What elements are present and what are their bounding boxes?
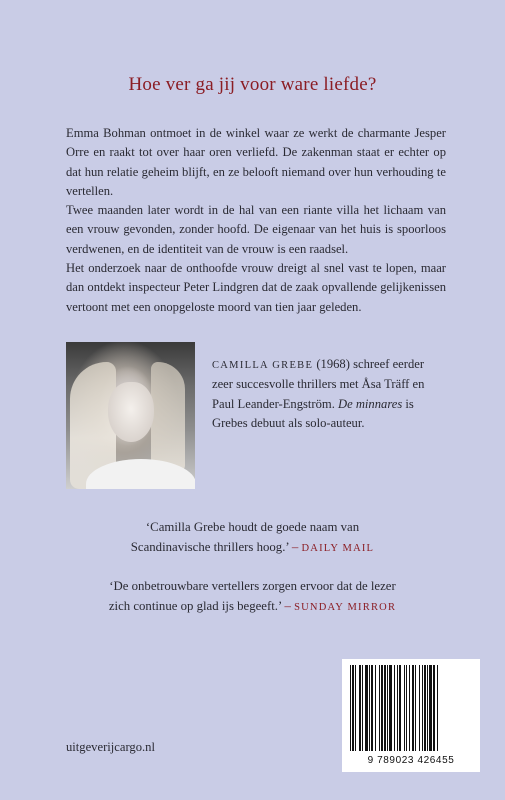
author-name: CAMILLA GREBE: [212, 360, 314, 371]
blurb-paragraph: Emma Bohman ontmoet in de winkel waar ze werkt de charmante Jesper Orre en raakt tot over haar oren verliefd. De zakenman staat er echter op dat hun relatie geheim blijft, en ze belooft niemand over hun verhouding te vertellen.: [66, 126, 446, 198]
review-quote: [0, 518, 505, 558]
quote-line: ‘De onbetrouwbare vertellers zorgen ervoor dat de lezer: [109, 579, 396, 593]
isbn-number: 9 789023 426455: [367, 755, 455, 766]
quote-line: ‘Camilla Grebe houdt de goede naam van: [145, 520, 360, 534]
book-title: De minnares: [338, 396, 403, 411]
barcode-bars: [350, 665, 472, 751]
headline: Hoe ver ga jij voor ware liefde?: [128, 74, 377, 95]
quote-line: zich continue op glad ijs begeeft.’ – SUNDAY MIRROR: [108, 598, 397, 613]
author-bio: [212, 355, 444, 433]
quote-source: SUNDAY MIRROR: [294, 601, 397, 613]
bio-text: (1968) schreef eerder zeer succesvolle thrillers met Åsa Träff en Paul Leander-Engström.: [212, 357, 425, 411]
isbn-barcode: [342, 659, 480, 772]
blurb-paragraph: Het onderzoek naar de onthoofde vrouw dreigt al snel vast te lopen, maar dan ontdekt inspecteur Peter Lindgren dat de zaak opvallende gelijkenissen vertoont met een onopgeloste moord van tien jaar geleden.: [66, 261, 446, 314]
publisher-url[interactable]: uitgeverijcargo.nl: [66, 740, 155, 754]
photo-face: [108, 382, 154, 442]
quote-dash: –: [288, 539, 302, 554]
photo-hair-right: [151, 362, 185, 472]
review-quote: [0, 577, 505, 617]
quote-line: Scandinavische thrillers hoog.’ – DAILY MAIL: [130, 539, 375, 554]
quote-source: DAILY MAIL: [301, 542, 375, 554]
blurb-text: [66, 124, 446, 317]
quote-dash: –: [281, 598, 295, 613]
blurb-paragraph: Twee maanden later wordt in de hal van een riante villa het lichaam van een vrouw gevonden, zonder hoofd. De eigenaar van het huis is spoorloos verdwenen, en de identiteit van de vrouw is een raadsel.: [66, 203, 446, 256]
author-photo: [66, 342, 195, 489]
bio-text: is Grebes debuut als solo-auteur.: [212, 396, 414, 430]
